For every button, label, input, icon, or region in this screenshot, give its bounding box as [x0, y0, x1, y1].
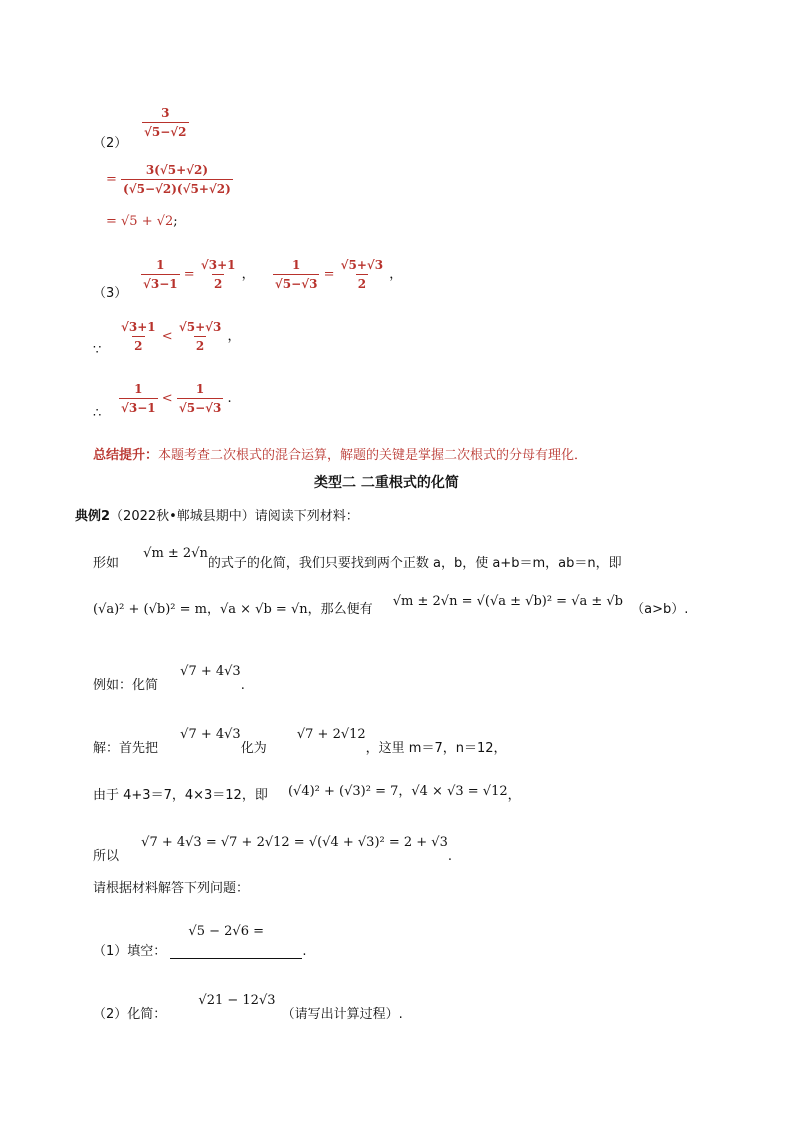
part3-f2-denominator: 2 — [212, 274, 224, 291]
demo-l2-mid: 化为 — [240, 741, 267, 756]
because-symbol: ∵ — [93, 343, 102, 358]
demo-l4-expression: √7 + 4√3 = √7 + 2√12 = √(√4 + √3)² = 2 + √3 — [141, 835, 448, 850]
period: . — [227, 391, 232, 406]
summary-label: 总结提升： — [93, 448, 159, 463]
demo-l2-expression1: √7 + 4√3 — [180, 727, 241, 742]
therefore-b-numerator: 1 — [195, 382, 205, 396]
part2-step2 — [106, 214, 178, 229]
summary — [93, 444, 587, 463]
comma: ， — [241, 267, 255, 282]
q2-expression: √21 − 12√3 — [198, 993, 276, 1008]
part3-f2-numerator: √3+1 — [200, 258, 236, 272]
demo-l1-expression: √7 + 4√3 — [180, 664, 241, 679]
part2-semicolon: ; — [173, 214, 178, 229]
part3-f1-numerator: 1 — [156, 258, 165, 272]
therefore-b-denominator: √5−√3 — [177, 398, 224, 415]
example-heading — [75, 505, 359, 524]
demo-l3-expression: (√4)² + (√3)² = 7，√4 × √3 = √12 — [287, 784, 508, 799]
material-l2-condition: （a>b）. — [631, 602, 689, 617]
demo-l3-prefix: 由于 4+3＝7，4×3＝12，即 — [93, 788, 268, 803]
part2-label: （2） — [93, 136, 128, 151]
material-l1-expression: √m ± 2√n — [143, 546, 208, 561]
part2-denominator: √5−√2 — [142, 122, 189, 139]
part3-label: （3） — [93, 286, 128, 301]
question-1 — [93, 924, 307, 959]
part3-equations — [141, 258, 402, 291]
q1-answer-blank[interactable] — [170, 944, 302, 959]
demo-line2 — [93, 727, 507, 756]
material-l2-expression1: (√a)² + (√b)² = m，√a × √b = √n — [93, 602, 308, 617]
material-line1 — [93, 546, 622, 571]
part2-step1-denominator: (√5−√2)(√5+√2) — [121, 179, 233, 196]
demo-l2-prefix: 解：首先把 — [93, 741, 159, 756]
part3-f4-numerator: √5+√3 — [340, 258, 384, 272]
material-l1-prefix: 形如 — [93, 556, 120, 571]
q2-note: （请写出计算过程）. — [281, 1007, 403, 1022]
because-b-denominator: 2 — [194, 336, 206, 353]
example-source: （2022秋•郸城县期中）请阅读下列材料： — [110, 509, 359, 524]
material-l2-expression2: √m ± 2√n = √(√a ± √b)² = √a ± √b — [392, 594, 624, 609]
demo-l4-prefix: 所以 — [93, 849, 120, 864]
example-label: 典例2 — [75, 509, 111, 524]
question-2 — [93, 993, 403, 1022]
less-than-sign: < — [161, 391, 173, 406]
because-a-numerator: √3+1 — [121, 320, 156, 334]
therefore-a-numerator: 1 — [134, 382, 143, 396]
part3-f3-denominator: √5−√3 — [273, 274, 320, 291]
summary-text: 本题考查二次根式的混合运算，解题的关键是掌握二次根式的分母有理化． — [158, 448, 588, 463]
equals-sign: = — [323, 267, 335, 282]
section-title: 类型二 二重根式的化简 — [314, 475, 459, 491]
part2-result: = √5 + √2 — [106, 214, 174, 229]
part3-f1-denominator: √3−1 — [141, 274, 180, 291]
part2-step1 — [106, 163, 233, 196]
demo-line3 — [93, 784, 521, 803]
q2-label: （2）化简： — [93, 1007, 167, 1022]
period: . — [302, 944, 307, 959]
demo-l2-expression2: √7 + 2√12 — [296, 727, 366, 742]
material-l2-mid: ，那么便有 — [307, 602, 373, 617]
therefore-inequality — [119, 382, 232, 415]
demo-l2-text: ，这里 m＝7，n＝12， — [365, 741, 507, 756]
part2-fraction — [142, 106, 189, 139]
part3-f4-denominator: 2 — [356, 274, 368, 291]
comma: ， — [227, 329, 241, 344]
comma: ， — [389, 267, 403, 282]
because-a-denominator: 2 — [132, 336, 144, 353]
demo-l1-text: 例如：化简 — [93, 678, 159, 693]
comma: ， — [507, 788, 521, 803]
therefore-symbol: ∴ — [93, 406, 102, 421]
therefore-a-denominator: √3−1 — [119, 398, 158, 415]
questions-intro: 请根据材料解答下列问题： — [93, 881, 250, 896]
part2-numerator: 3 — [161, 106, 170, 120]
q1-expression: √5 − 2√6 = — [188, 924, 264, 939]
because-inequality — [119, 320, 241, 353]
material-l1-text: 的式子的化简，我们只要找到两个正数 a，b，使 a+b＝m，ab＝n，即 — [207, 556, 622, 571]
equals-sign: = — [183, 267, 195, 282]
material-line2 — [93, 594, 689, 617]
part3-f3-numerator: 1 — [291, 258, 301, 272]
period: . — [447, 849, 453, 864]
less-than-sign: < — [161, 329, 173, 344]
period: . — [240, 678, 245, 693]
demo-line1 — [93, 664, 245, 693]
because-b-numerator: √5+√3 — [178, 320, 222, 334]
q1-label: （1）填空： — [93, 944, 167, 959]
demo-line4 — [93, 835, 453, 864]
part2-step1-numerator: 3(√5+√2) — [145, 163, 209, 177]
equals-sign: = — [106, 172, 117, 187]
